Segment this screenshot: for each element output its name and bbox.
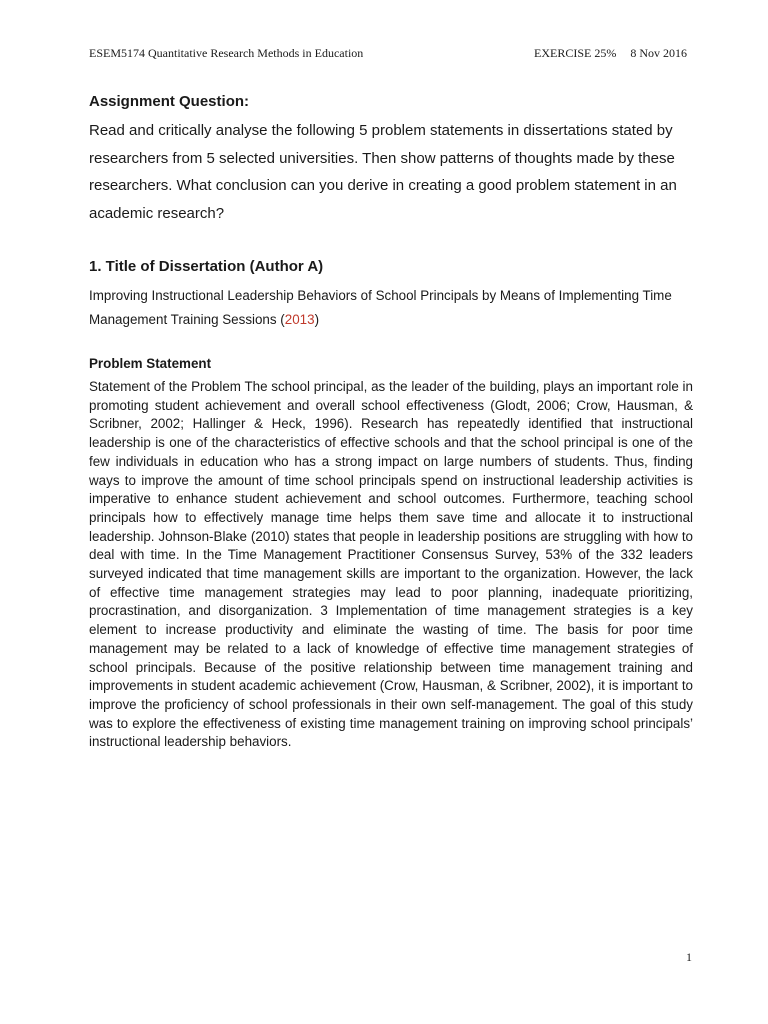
dissertation-year: 2013: [284, 312, 315, 327]
section-1: [89, 255, 693, 752]
dissertation-title-close: ): [314, 312, 320, 327]
exercise-label: EXERCISE 25%: [534, 46, 617, 60]
problem-statement-heading: Problem Statement: [89, 356, 212, 371]
dissertation-title: [89, 284, 693, 332]
assignment-heading: Assignment Question:: [89, 93, 250, 110]
section-1-heading: 1. Title of Dissertation (Author A): [89, 258, 324, 275]
header-date: 8 Nov 2016: [630, 46, 687, 60]
page-header: [89, 46, 687, 62]
dissertation-title-text: Improving Instructional Leadership Behaviors of School Principals by Means of Implementing Time Management Training Sessions (: [89, 288, 672, 327]
problem-statement-body: Statement of the Problem The school principal, as the leader of the building, plays an important role in promoting student achievement and overall school effectiveness (Glodt, 2006; Crow, Hausman, & Scribner, 2002; Hallinger & Heck, 1996). Research has repeatedly identified that instructional leadership is one of the characteristics of effective schools and that the school principal is one of the few individuals in education who has a strong impact on large numbers of students. Thus, finding ways to improve the amount of time school principals spend on instructional leadership activities is imperative to enhance student achievement and school outcomes. Furthermore, teaching school principals how to effectively manage time helps them save time and allocate it to instructional leadership. Johnson-Blake (2010) states that people in leadership positions are struggling with how to deal with time. In the Time Management Practitioner Consensus Survey, 53% of the 332 leaders surveyed indicated that time management skills are important to the organization. However, the lack of effective time management strategies may lead to poor planning, inadequate prioritizing, procrastination, and disorganization. 3 Implementation of time management strategies is a key element to increase productivity and eliminate the wasting of time. The basis for poor time management may be related to a lack of knowledge of effective time management strategies of school principals. Because of the positive relationship between time management training and improvements in student academic achievement (Crow, Hausman, & Scribner, 2002), it is important to improve the proficiency of school professionals in their own self-management. The goal of this study was to explore the effectiveness of existing time management training on improving school principals’ instructional leadership behaviors.: [89, 379, 693, 750]
page-number: 1: [686, 950, 692, 964]
course-title: ESEM5174 Quantitative Research Methods in Education: [89, 46, 364, 60]
assignment-body: Read and critically analyse the following 5 problem statements in dissertations stated by researchers from 5 selected universities. Then show patterns of thoughts made by these researchers. What conclusion can you derive in creating a good problem statement in an academic research?: [89, 122, 677, 222]
page-content: [89, 90, 693, 752]
